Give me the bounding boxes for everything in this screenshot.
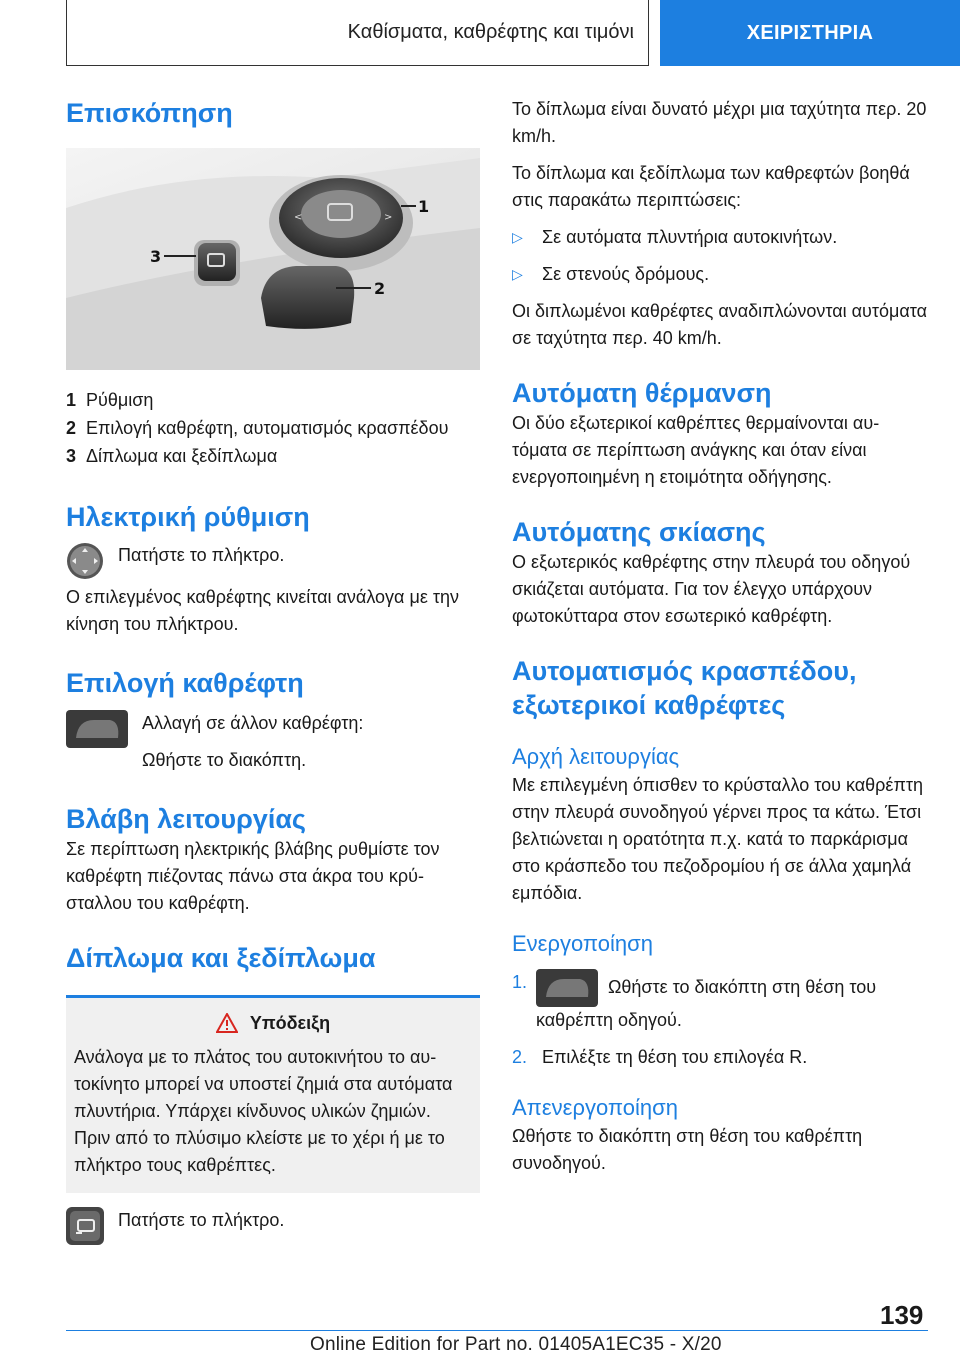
fold-button-text: Πατήστε το πλήκτρο.: [118, 1210, 285, 1230]
list-item-text: Σε αυτόματα πλυντήρια αυτοκινήτων.: [542, 227, 838, 247]
activation-heading: Ενεργοποίηση: [512, 931, 653, 956]
legend-list: [66, 386, 480, 470]
fold-heading: Δίπλωμα και ξεδίπλωμα: [66, 943, 376, 973]
heating-text: Οι δύο εξωτερικοί καθρέπτες θερμαίνονται αυτόματα σε περίπτωση ανάγκης και όταν είναι ενεργοποιημένη η ετοιμότητα οδήγησης.: [512, 413, 880, 487]
mirror-controls-illustration: [66, 148, 480, 370]
fold-button-row: [66, 1207, 480, 1245]
legend-text: Ρύθμιση: [86, 390, 154, 410]
overview-heading: Επισκόπηση: [66, 98, 233, 128]
list-item: [512, 1044, 928, 1071]
electric-adjust-line2: Ο επιλεγμένος καθρέφτης κινείται ανάλογα με την κίνηση του πλήκτρου.: [66, 587, 459, 634]
fold-cases-list: [512, 224, 928, 288]
mirror-adjust-knob-icon: [66, 542, 104, 580]
page-header: [0, 0, 960, 66]
deactivation-heading: Απενεργοποίηση: [512, 1095, 678, 1120]
warning-triangle-icon: [216, 1013, 238, 1033]
page-number: 139: [880, 1300, 924, 1330]
notice-title: Υπόδειξη: [249, 1013, 331, 1033]
principle-text: Με επιλεγμένη όπισθεν το κρύσταλλο του καθρέπτη στην πλευρά συνοδηγού γέρνει προς τα κάτω. Έτσι βελτιώνεται η ορατότητα π.χ. κατά το παρκάρισμα στο κράσπεδο του πεζοδρομίου ή σε άλλα χαμηλά εμπόδια.: [512, 775, 923, 903]
step-text: [536, 969, 928, 1034]
mirror-switch-icon: [536, 969, 598, 1007]
mirror-select-row: [66, 710, 480, 774]
legend-number: 3: [66, 446, 77, 466]
legend-text: Επιλογή καθρέφτη, αυτοματισμός κρασπέδου: [86, 418, 449, 438]
footer-divider: [66, 1330, 928, 1331]
triangle-bullet-icon: ▷: [512, 229, 523, 245]
activation-steps: [512, 969, 928, 1071]
callout-1: 1: [418, 197, 430, 216]
legend-item: [66, 414, 480, 442]
step-text: Επιλέξτε τη θέση του επιλογέα R.: [542, 1047, 808, 1067]
mirror-switch-icon: [66, 710, 128, 748]
mirror-select-heading: Επιλογή καθρέφτη: [66, 668, 304, 698]
mirror-select-line2: Ωθήστε το διακόπτη.: [142, 750, 307, 770]
edition-note: Online Edition for Part no. 01405A1EC35 - X/20: [310, 1334, 722, 1355]
dimming-text: Ο εξωτερικός καθρέφτης στην πλευρά του οδηγού σκιάζεται αυτόματα. Για τον έλεγχο υπάρχουν φωτοκύτταρα στον εσωτερικό καθρέφτη.: [512, 552, 911, 626]
mirror-select-line1: Αλλαγή σε άλλον καθρέφτη:: [142, 713, 364, 733]
fold-speed-text: Το δίπλωμα είναι δυνατό μέχρι μια ταχύτητα περ. 20 km/h.: [512, 99, 927, 146]
list-item: [512, 261, 928, 288]
auto-unfold-text: Οι διπλωμένοι καθρέφτες αναδιπλώνονται αυτόματα σε ταχύτητα περ. 40 km/h.: [512, 301, 928, 348]
section-tab[interactable]: ΧΕΙΡΙΣΤΗΡΙΑ: [660, 0, 960, 66]
fold-mirror-button-icon: [66, 1207, 104, 1245]
svg-text:<: <: [294, 212, 303, 223]
principle-heading: Αρχή λειτουργίας: [512, 744, 680, 769]
legend-number: 2: [66, 418, 77, 438]
callout-2: 2: [374, 279, 386, 298]
step-number: 2.: [512, 1047, 528, 1067]
curb-heading-line2: εξωτερικοί καθρέφτες: [512, 690, 786, 720]
electric-adjust-row: [66, 542, 480, 580]
mirror-controls-photo: [66, 148, 480, 370]
callout-3: 3: [150, 247, 162, 266]
electric-adjust-line1: Πατήστε το πλήκτρο.: [118, 545, 285, 565]
deactivation-text: Ωθήστε το διακόπτη στη θέση του καθρέπτη συνοδηγού.: [512, 1126, 863, 1173]
left-column: [66, 96, 480, 1245]
legend-item: [66, 442, 480, 470]
svg-text:>: >: [384, 212, 393, 223]
list-item-text: Σε στενούς δρόμους.: [542, 264, 710, 284]
malfunction-text: Σε περίπτωση ηλεκτρικής βλάβης ρυθμίστε τον καθρέφτη πιέζοντας πάνω στα άκρα του κρύσταλλου του καθρέφτη.: [66, 839, 440, 913]
malfunction-heading: Βλάβη λειτουργίας: [66, 804, 306, 834]
heating-heading: Αυτόματη θέρμανση: [512, 378, 772, 408]
fold-helps-text: Το δίπλωμα και ξεδίπλωμα των καθρεφτών βοηθά στις παρακάτω περιπτώσεις:: [512, 163, 910, 210]
curb-heading: [512, 654, 928, 722]
right-column: [512, 96, 928, 1177]
curb-heading-line1: Αυτοματισμός κρασπέδου,: [512, 656, 857, 686]
list-item: [512, 224, 928, 251]
legend-text: Δίπλωμα και ξεδίπλωμα: [86, 446, 278, 466]
notice-box: [66, 995, 480, 1193]
step-text-label: Ωθήστε το διακόπτη στη θέση του καθρέπτη οδηγού.: [535, 976, 877, 1030]
legend-item: [66, 386, 480, 414]
notice-text: Ανάλογα με το πλάτος του αυτοκινήτου το αυτοκίνητο μπορεί να υποστεί ζημιά στα αυτόματα πλυντήρια. Υπάρχει κίνδυνος υλικών ζημιών. Πριν από το πλύσιμο κλείστε με το χέρι ή με το πλήκτρο τους καθρέπτες.: [74, 1047, 453, 1175]
dimming-heading: Αυτόματης σκίασης: [512, 517, 766, 547]
list-item: [512, 969, 928, 1034]
legend-number: 1: [66, 390, 77, 410]
chapter-title: Καθίσματα, καθρέφτης και τιμόνι: [66, 0, 649, 66]
triangle-bullet-icon: ▷: [512, 266, 523, 282]
electric-adjust-heading: Ηλεκτρική ρύθμιση: [66, 502, 310, 532]
notice-title-row: [74, 1010, 472, 1036]
step-number: 1.: [512, 972, 528, 992]
